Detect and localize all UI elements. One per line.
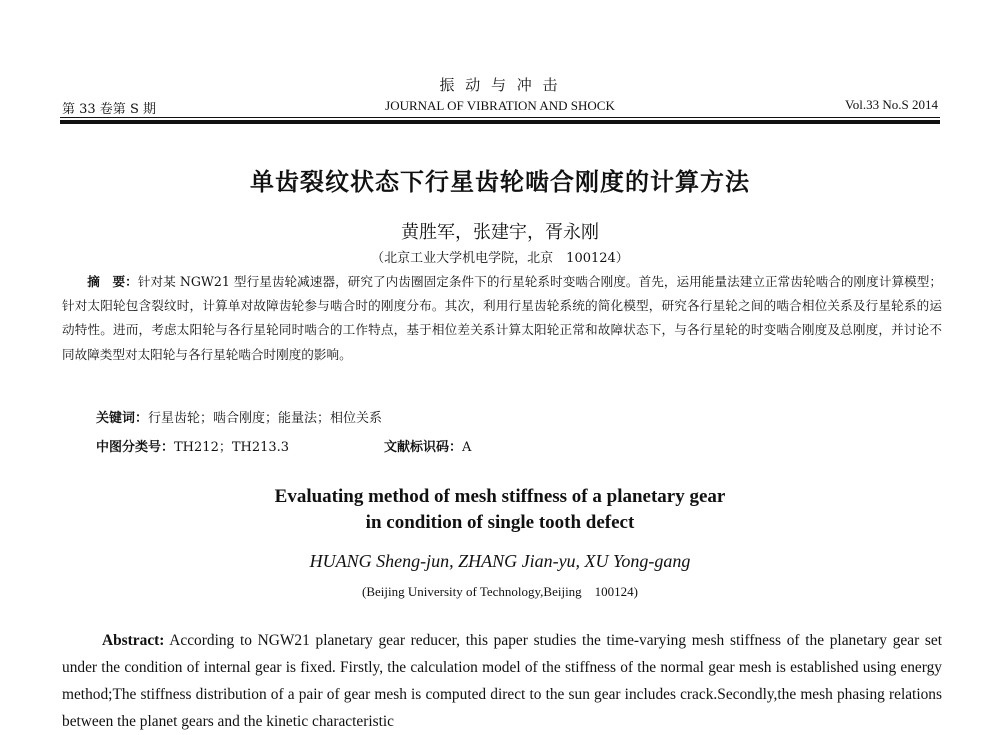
article-title-en-line2: in condition of single tooth defect <box>365 512 635 533</box>
keywords-cn-text: 行星齿轮；啮合刚度；能量法；相位关系 <box>148 411 383 426</box>
volume-issue-en: Vol.33 No.S 2014 <box>845 97 938 112</box>
abstract-en-label: Abstract: <box>102 632 165 649</box>
document-code <box>384 436 471 455</box>
keywords-cn-label: 关键词： <box>96 411 149 426</box>
header-rule-thin <box>60 117 940 118</box>
affiliation-cn: （北京工业大学机电学院，北京 100124） <box>371 251 629 266</box>
authors-en: HUANG Sheng-jun, ZHANG Jian-yu, XU Yong-gang <box>309 551 691 571</box>
article-title-cn: 单齿裂纹状态下行星齿轮啮合刚度的计算方法 <box>250 168 750 196</box>
document-code-text: A <box>462 440 472 455</box>
authors-cn: 黄胜军，张建宇，胥永刚 <box>401 222 599 243</box>
volume-issue-cn: 第 33 卷第 S 期 <box>62 102 156 117</box>
journal-name-cn: 振 动 与 冲 击 <box>439 76 561 94</box>
document-code-label: 文献标识码： <box>384 440 463 455</box>
abstract-cn-text: 针对某 NGW21 型行星齿轮减速器，研究了内齿圈固定条件下的行星轮系时变啮合刚度。首先，运用能量法建立正常齿轮啮合的刚度计算模型；针对太阳轮包含裂纹时，计算单对故障齿轮参与啮合时的刚度分布。其次，利用行星齿轮系统的简化模型，研究各行星轮之间的啮合相位关系及行星轮系的运动特性。进而，考虑太阳轮与各行星轮同时啮合的工作特点，基于相位差关系计算太阳轮正常和故障状态下，与各行星轮的时变啮合刚度及总刚度，并讨论不同故障类型对太阳轮与各行星轮啮合时刚度的影响。 <box>62 274 943 362</box>
clc-label: 中图分类号： <box>96 440 175 455</box>
clc-number <box>96 436 289 455</box>
keywords-cn <box>96 407 382 426</box>
header-rule-thick <box>60 120 940 124</box>
abstract-en <box>62 627 942 735</box>
abstract-cn-label: 摘 要： <box>87 274 138 289</box>
journal-name-en: JOURNAL OF VIBRATION AND SHOCK <box>385 98 615 113</box>
abstract-en-text: According to NGW21 planetary gear reducer, this paper studies the time-varying mesh stiffness of the planetary gear set under the condition of internal gear is fixed. Firstly, the calculation model of the stiffness of the normal gear mesh is established using energy method;The stiffness distribution of a pair of gear mesh is computed direct to the sun gear includes crack.Secondly,the mesh phasing relations between the planet gears and the kinetic characteristic <box>62 632 942 730</box>
affiliation-en: (Beijing University of Technology,Beijing 100124) <box>361 584 639 599</box>
abstract-cn <box>62 270 942 367</box>
article-title-en-line1: Evaluating method of mesh stiffness of a planetary gear <box>274 486 726 507</box>
clc-text: TH212；TH213.3 <box>174 440 290 455</box>
